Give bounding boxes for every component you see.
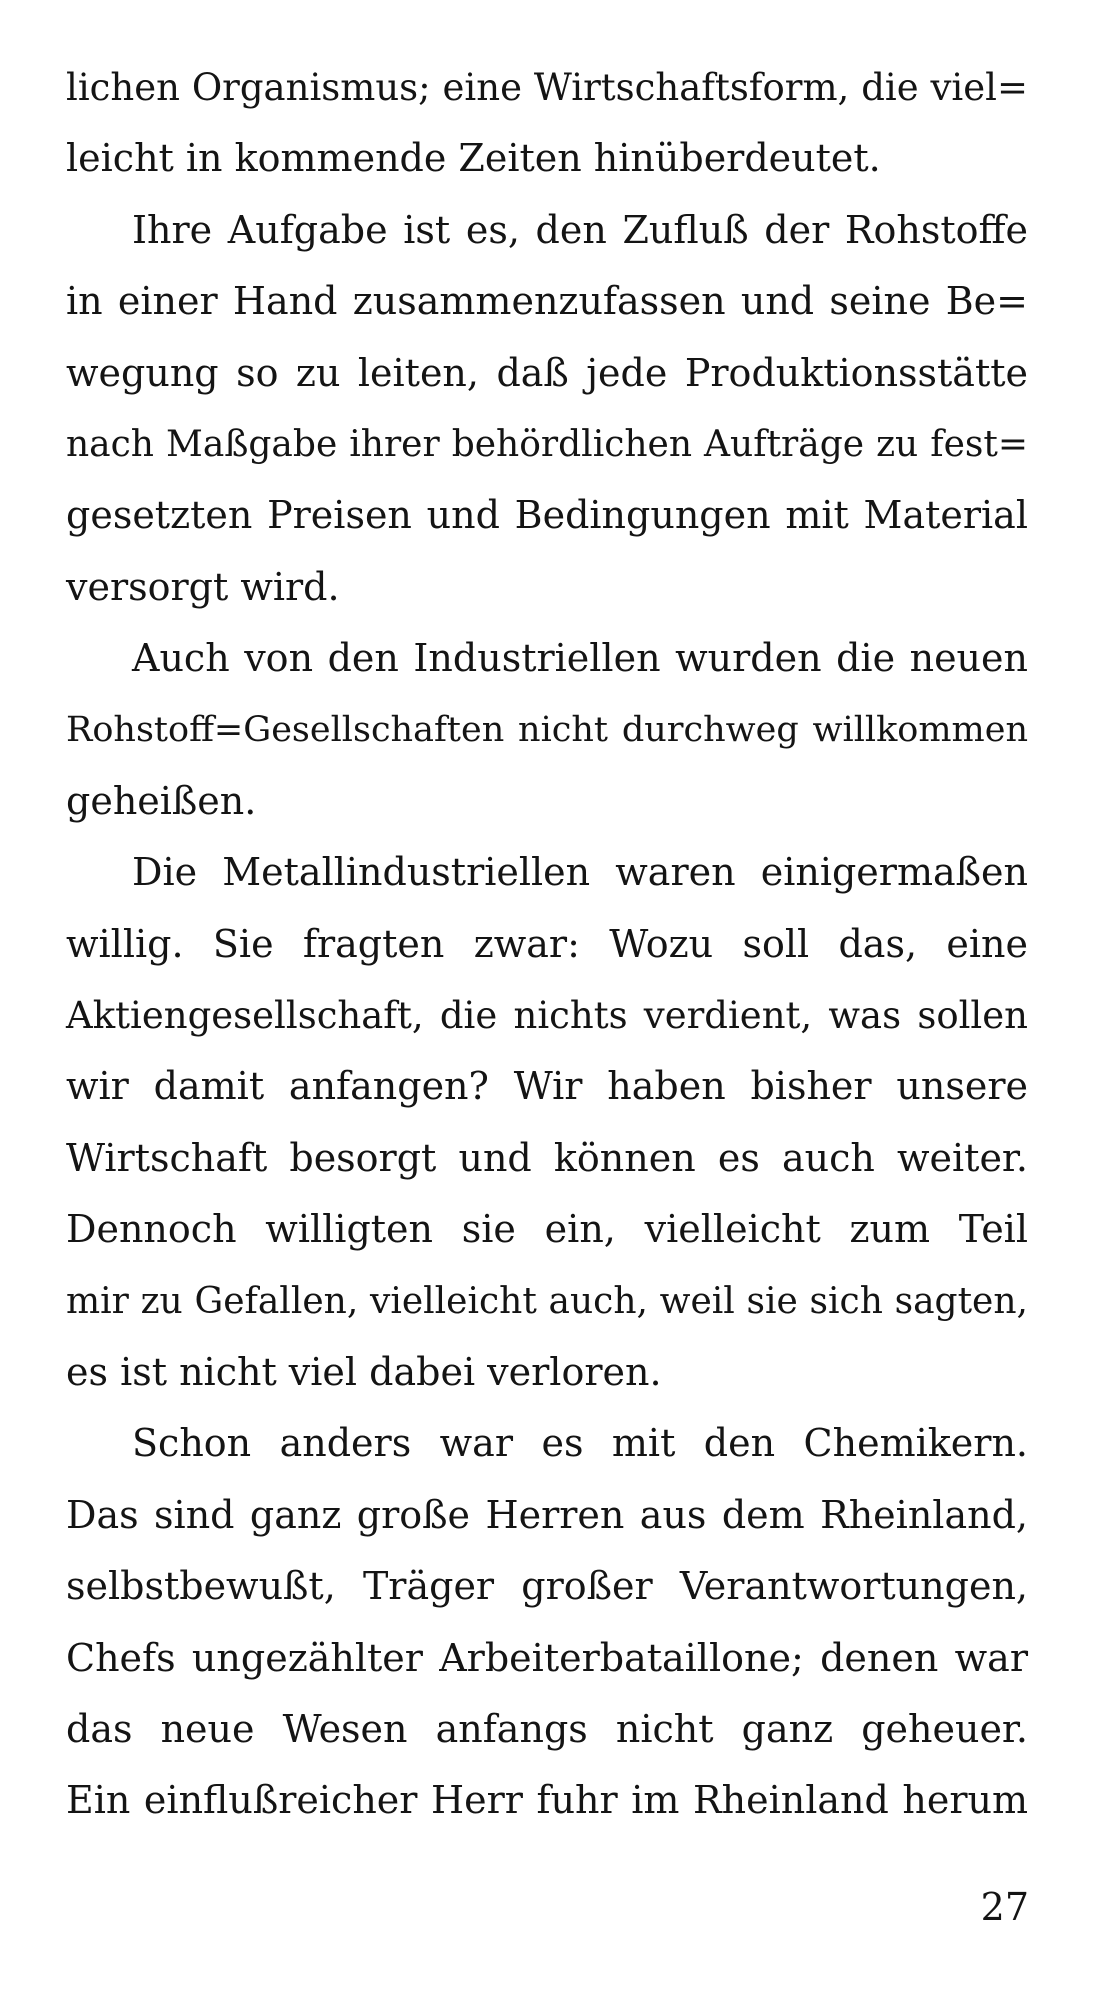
text-line: Ihre Aufgabe ist es, den Zufluß der Rohstoffe <box>132 207 1028 252</box>
text-line: Ein einflußreicher Herr fuhr im Rheinland herum <box>66 1778 1028 1823</box>
text-line: in einer Hand zusammenzufassen und seine Be= <box>66 279 1028 324</box>
text-line: leicht in kommende Zeiten hinüberdeutet. <box>66 136 881 181</box>
text-line: Chefs ungezählter Arbeiterbataillone; denen war <box>66 1635 1028 1680</box>
text-line: Schon anders war es mit den Chemikern. <box>132 1421 1028 1466</box>
text-line: lichen Organismus; eine Wirtschaftsform, die viel= <box>66 66 1028 109</box>
text-line: willig. Sie fragten zwar: Wozu soll das, eine <box>66 921 1028 966</box>
page-number: 27 <box>980 1885 1029 1929</box>
text-line: Die Metallindustriellen waren einigermaßen <box>132 850 1028 895</box>
text-line: Dennoch willigten sie ein, vielleicht zum Teil <box>66 1207 1028 1252</box>
text-line: es ist nicht viel dabei verloren. <box>66 1350 662 1395</box>
body-text <box>66 52 1028 1837</box>
text-line: mir zu Gefallen, vielleicht auch, weil sie sich sagten, <box>66 1280 1028 1322</box>
text-line: selbstbewußt, Träger großer Verantwortungen, <box>66 1564 1028 1609</box>
text-line: Rohstoff=Gesellschaften nicht durchweg willkommen <box>66 709 1028 750</box>
text-line: gesetzten Preisen und Bedingungen mit Material <box>66 493 1028 538</box>
text-line: geheißen. <box>66 778 257 823</box>
text-line: das neue Wesen anfangs nicht ganz geheuer. <box>66 1706 1028 1751</box>
text-line: versorgt wird. <box>66 564 340 609</box>
text-line: Aktiengesellschaft, die nichts verdient, was sollen <box>66 994 1028 1038</box>
text-line: Das sind ganz große Herren aus dem Rheinland, <box>66 1492 1028 1537</box>
text-line: wegung so zu leiten, daß jede Produktionsstätte <box>66 350 1028 395</box>
text-line: nach Maßgabe ihrer behördlichen Aufträge zu fest= <box>66 423 1028 465</box>
text-line: wir damit anfangen? Wir haben bisher unsere <box>66 1064 1028 1109</box>
text-line: Auch von den Industriellen wurden die neuen <box>132 636 1028 681</box>
text-line: Wirtschaft besorgt und können es auch weiter. <box>66 1135 1028 1180</box>
